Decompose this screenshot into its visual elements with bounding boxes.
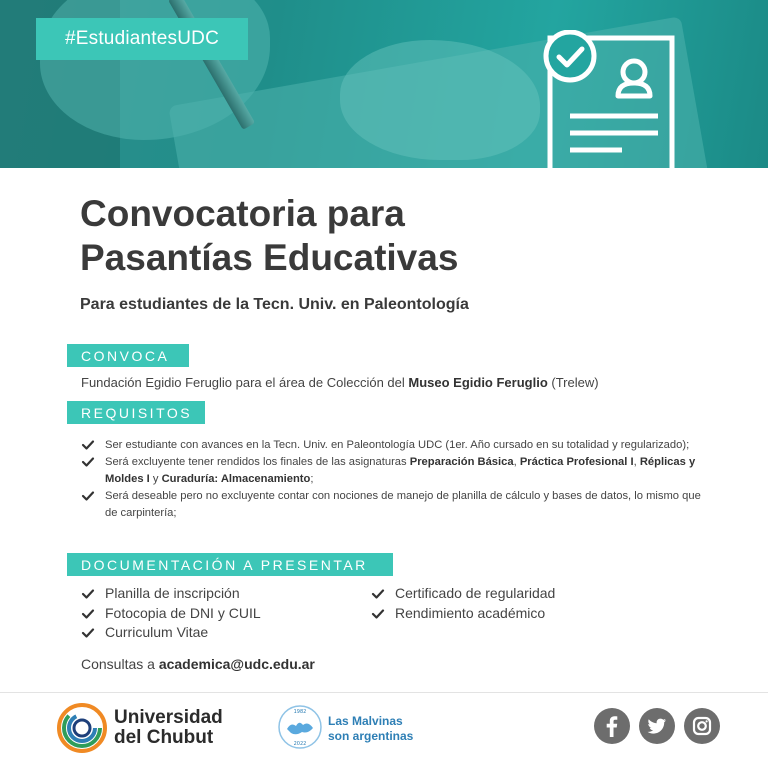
malvinas-text	[328, 714, 413, 744]
malvinas-year-top: 1982	[293, 709, 307, 715]
udc-logo-text	[114, 708, 223, 748]
udc-name-line-1: Universidad	[114, 707, 223, 728]
asignatura-name: Preparación Básica	[409, 456, 514, 468]
consultas-prefix: Consultas a	[81, 656, 159, 672]
page-subtitle: Para estudiantes de la Tecn. Univ. en Paleontología	[80, 296, 469, 313]
malvinas-line-2: son argentinas	[328, 729, 414, 743]
contact-email[interactable]: academica@udc.edu.ar	[158, 656, 315, 672]
documentacion-label: DOCUMENTACIÓN A PRESENTAR	[67, 553, 393, 576]
documento-item: Fotocopia de DNI y CUIL	[105, 604, 261, 621]
list-item	[81, 437, 711, 454]
separator: y	[149, 473, 162, 485]
instagram-icon[interactable]	[684, 708, 720, 744]
requisito-text: Será deseable pero no excluyente contar con nociones de manejo de planilla de cálculo y bases de datos, lo mismo que de carpintería;	[105, 490, 701, 519]
asignatura-name: Réplicas y Moldes I	[105, 456, 696, 485]
documento-item: Planilla de inscripción	[105, 585, 240, 601]
asignatura-name: Práctica Profesional I	[519, 456, 634, 468]
twitter-icon[interactable]	[639, 708, 675, 744]
requisito-text: Será excluyente tener rendidos los finales de las asignaturas	[105, 456, 410, 468]
malvinas-year-bottom: 2022	[293, 741, 307, 747]
list-item	[371, 604, 671, 624]
check-icon	[371, 608, 385, 620]
requisito-text: Ser estudiante con avances en la Tecn. Univ. en Paleontología UDC (1er. Año cursado en su totalidad y regularizado);	[105, 439, 690, 451]
page-title	[80, 192, 700, 280]
convoca-text-part: Fundación Egidio Feruglio para el área de Colección del	[81, 375, 409, 390]
separator: ,	[513, 456, 520, 468]
check-icon	[81, 588, 95, 600]
list-item	[81, 584, 361, 604]
separator: ;	[310, 473, 314, 485]
title-line-1: Convocatoria para	[80, 193, 405, 234]
requisitos-label: REQUISITOS	[67, 401, 205, 424]
malvinas-logo-icon	[277, 704, 323, 750]
check-icon	[81, 490, 95, 502]
facebook-icon[interactable]	[594, 708, 630, 744]
title-line-2: Pasantías Educativas	[80, 237, 459, 278]
convoca-museum-name: Museo Egidio Feruglio	[408, 375, 548, 390]
document-user-icon	[540, 30, 680, 170]
hashtag-badge: #EstudiantesUDC	[36, 18, 248, 60]
list-item	[81, 454, 711, 488]
check-icon	[81, 456, 95, 468]
convoca-text-suffix: (Trelew)	[547, 375, 599, 390]
separator: ,	[633, 456, 640, 468]
documento-item: Rendimiento académico	[395, 604, 546, 621]
asignatura-name: Curaduría: Almacenamiento	[161, 473, 311, 485]
check-icon	[371, 588, 385, 600]
malvinas-line-1: Las Malvinas	[328, 714, 403, 728]
list-item	[81, 604, 361, 624]
convoca-text	[81, 375, 721, 390]
check-icon	[81, 627, 95, 639]
convoca-label: CONVOCA	[67, 344, 189, 367]
check-icon	[81, 439, 95, 451]
check-icon	[81, 608, 95, 620]
footer-divider	[0, 692, 768, 693]
documento-item: Certificado de regularidad	[395, 585, 556, 601]
documentacion-list-right	[371, 584, 671, 623]
documentacion-list-left	[81, 584, 361, 643]
list-item	[371, 584, 671, 604]
requisitos-list	[81, 437, 711, 522]
udc-name-line-2: del Chubut	[114, 727, 214, 748]
list-item	[81, 488, 711, 522]
udc-logo-icon	[56, 702, 108, 754]
consultas-line	[81, 656, 315, 672]
list-item	[81, 623, 361, 643]
documento-item: Curriculum Vitae	[105, 624, 209, 640]
